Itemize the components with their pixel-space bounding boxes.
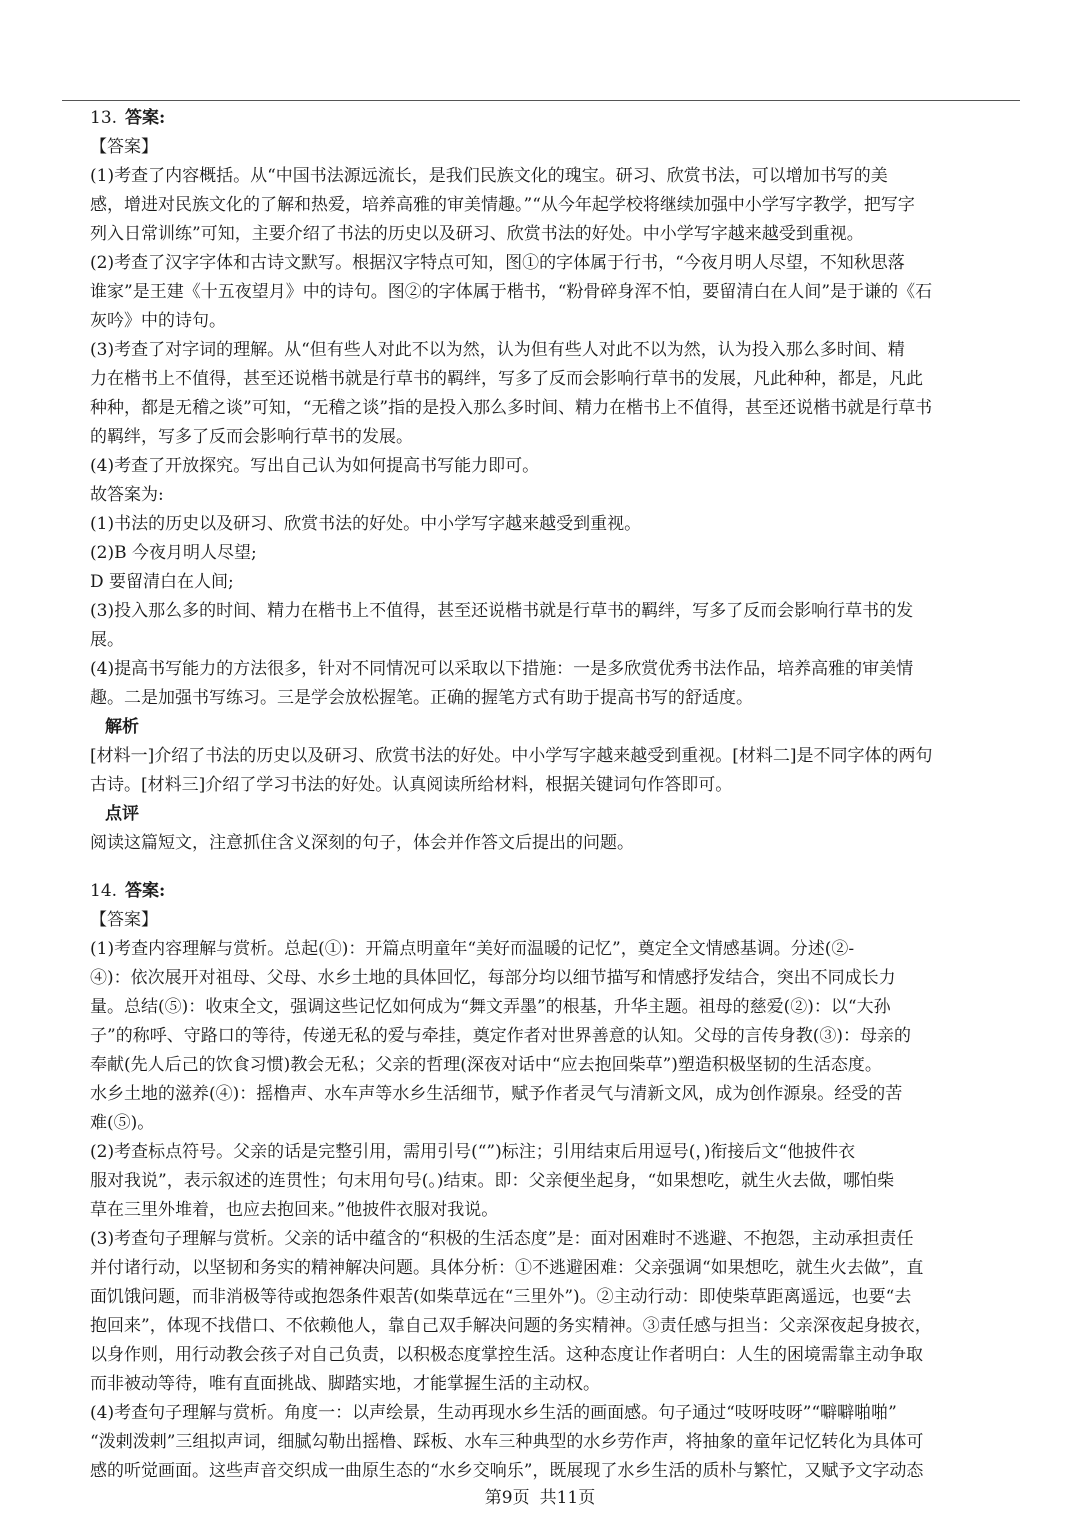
text-line: (4)考查句子理解与赏析。角度一：以声绘景，生动再现水乡生活的画面感。句子通过“吱呀吱呀”“噼噼啪啪” bbox=[90, 1403, 897, 1423]
text-line: (3)投入那么多的时间、精力在楷书上不值得，甚至还说楷书就是行草书的羁绊，写多了反而会影响行草书的发 bbox=[90, 601, 914, 621]
text-line: (3)考查了对字词的理解。从“但有些人对此不以为然，认为但有些人对此不以为然，认为投入那么多时间、精 bbox=[90, 340, 905, 360]
text-line: (1)考查了内容概括。从“中国书法源远流长，是我们民族文化的瑰宝。研习、欣赏书法，可以增加书写的美 bbox=[90, 166, 888, 186]
q13-comment-title: 点评 bbox=[105, 804, 139, 824]
text-line: [材料一]介绍了书法的历史以及研习、欣赏书法的好处。中小学写字越来越受到重视。[材料二]是不同字体的两句 bbox=[90, 746, 933, 766]
text-line: 种种，都是无稽之谈”可知，“无稽之谈”指的是投入那么多时间、精力在楷书上不值得，甚至还说楷书就是行草书 bbox=[90, 398, 933, 418]
q13-heading-text: 答案: bbox=[125, 108, 166, 128]
q13-heading bbox=[90, 104, 1036, 133]
text-line: (4)提高书写能力的方法很多，针对不同情况可以采取以下措施：一是多欣赏优秀书法作品，培养高雅的审美情 bbox=[90, 659, 914, 679]
text-line: (3)考查句子理解与赏析。父亲的话中蕴含的“积极的生活态度”是：面对困难时不逃避、不抱怨，主动承担责任 bbox=[90, 1229, 914, 1249]
question-gap bbox=[90, 858, 1036, 877]
text-line: 谁家”是王建《十五夜望月》中的诗句。图②的字体属于楷书，“粉骨碎身浑不怕，要留清白在人间”是于谦的《石 bbox=[90, 282, 933, 302]
q14-answer-lines bbox=[90, 935, 1036, 1486]
q13-answer-lines bbox=[90, 162, 1036, 713]
q13-analysis-title: 解析 bbox=[105, 717, 139, 737]
text-line: 感，增进对民族文化的了解和热爱，培养高雅的审美情趣。”“从今年起学校将继续加强中小学写字教学，把写字 bbox=[90, 195, 915, 215]
q14-answer-tag: 【答案】 bbox=[90, 910, 158, 930]
text-line: (2)考查标点符号。父亲的话是完整引用，需用引号(“”)标注；引用结束后用逗号(，)衔接后文“他披件衣 bbox=[90, 1142, 856, 1162]
text-line: “泼剌泼剌”三组拟声词，细腻勾勒出摇橹、踩板、水车三种典型的水乡劳作声，将抽象的童年记忆转化为具体可 bbox=[90, 1432, 924, 1452]
text-line: (1)考查内容理解与赏析。总起(①)：开篇点明童年“美好而温暖的记忆”，奠定全文情感基调。分述(②- bbox=[90, 939, 855, 959]
page-number: 第9页 bbox=[484, 1488, 530, 1508]
text-line: 量。总结(⑤)：收束全文，强调这些记忆如何成为“舞文弄墨”的根基，升华主题。祖母的慈爱(②)：以“大孙 bbox=[90, 997, 891, 1017]
q14-heading bbox=[90, 877, 1036, 906]
text-line: 子”的称呼、守路口的等待，传递无私的爱与牵挂，奠定作者对世界善意的认知。父母的言传身教(③)：母亲的 bbox=[90, 1026, 911, 1046]
page-footer bbox=[0, 1483, 1080, 1508]
text-line: (1)书法的历史以及研习、欣赏书法的好处。中小学写字越来越受到重视。 bbox=[90, 514, 642, 534]
text-line: 感的听觉画面。这些声音交织成一曲原生态的“水乡交响乐”，既展现了水乡生活的质朴与繁忙，又赋予文字动态 bbox=[90, 1461, 924, 1481]
text-line: 列入日常训练”可知，主要介绍了书法的历史以及研习、欣赏书法的好处。中小学写字越来越受到重视。 bbox=[90, 224, 864, 244]
text-line: 以身作则，用行动教会孩子对自己负责，以积极态度掌控生活。这种态度让作者明白：人生的困境需靠主动争取 bbox=[90, 1345, 923, 1365]
text-line: (2)B 今夜月明人尽望; bbox=[90, 543, 257, 563]
text-line: 的羁绊，写多了反而会影响行草书的发展。 bbox=[90, 427, 413, 447]
text-line: 奉献(先人后己的饮食习惯)教会无私；父亲的哲理(深夜对话中“应去抱回柴草”)塑造积极坚韧的生活态度。 bbox=[90, 1055, 882, 1075]
q14-number: 14. bbox=[90, 881, 118, 901]
text-line: 而非被动等待，唯有直面挑战、脚踏实地，才能掌握生活的主动权。 bbox=[90, 1374, 600, 1394]
text-line: 阅读这篇短文，注意抓住含义深刻的句子，体会并作答文后提出的问题。 bbox=[90, 833, 634, 853]
page-total: 共11页 bbox=[539, 1488, 596, 1508]
q13-answer-tag: 【答案】 bbox=[90, 137, 158, 157]
text-line: ④)：依次展开对祖母、父母、水乡土地的具体回忆，每部分均以细节描写和情感抒发结合，突出不同成长力 bbox=[90, 968, 896, 988]
text-line: 并付诸行动，以坚韧和务实的精神解决问题。具体分析：①不逃避困难：父亲强调“如果想吃，就生火去做”，直 bbox=[90, 1258, 924, 1278]
text-line: 服对我说”，表示叙述的连贯性；句末用句号(。)结束。即：父亲便坐起身，“如果想吃，就生火去做，哪怕柴 bbox=[90, 1171, 895, 1191]
text-line: 趣。二是加强书写练习。三是学会放松握笔。正确的握笔方式有助于提高书写的舒适度。 bbox=[90, 688, 753, 708]
text-line: (2)考查了汉字字体和古诗文默写。根据汉字特点可知，图①的字体属于行书，“今夜月明人尽望，不知秋思落 bbox=[90, 253, 905, 273]
text-line: 力在楷书上不值得，甚至还说楷书就是行草书的羁绊，写多了反而会影响行草书的发展，凡此种种，都是，凡此 bbox=[90, 369, 923, 389]
text-line: 故答案为: bbox=[90, 485, 164, 505]
text-line: 水乡土地的滋养(④)：摇橹声、水车声等水乡生活细节，赋予作者灵气与清新文风，成为创作源泉。经受的苦 bbox=[90, 1084, 903, 1104]
text-line: 古诗。[材料三]介绍了学习书法的好处。认真阅读所给材料，根据关键词句作答即可。 bbox=[90, 775, 733, 795]
text-line: 展。 bbox=[90, 630, 124, 650]
text-line: D 要留清白在人间; bbox=[90, 572, 234, 592]
page-content bbox=[90, 104, 1036, 1486]
text-line: 草在三里外堆着，也应去抱回来。”他披件衣服对我说。 bbox=[90, 1200, 499, 1220]
header-rule bbox=[62, 100, 1020, 101]
text-line: (4)考查了开放探究。写出自己认为如何提高书写能力即可。 bbox=[90, 456, 540, 476]
text-line: 难(⑤)。 bbox=[90, 1113, 155, 1133]
q13-number: 13. bbox=[90, 108, 118, 128]
text-line: 抱回来”，体现不找借口、不依赖他人，靠自己双手解决问题的务实精神。③责任感与担当：父亲深夜起身披衣， bbox=[90, 1316, 932, 1336]
text-line: 灰吟》中的诗句。 bbox=[90, 311, 226, 331]
text-line: 面饥饿问题，而非消极等待或抱怨条件艰苦(如柴草远在“三里外”)。②主动行动：即使柴草距离遥远，也要“去 bbox=[90, 1287, 912, 1307]
q14-heading-text: 答案: bbox=[125, 881, 166, 901]
